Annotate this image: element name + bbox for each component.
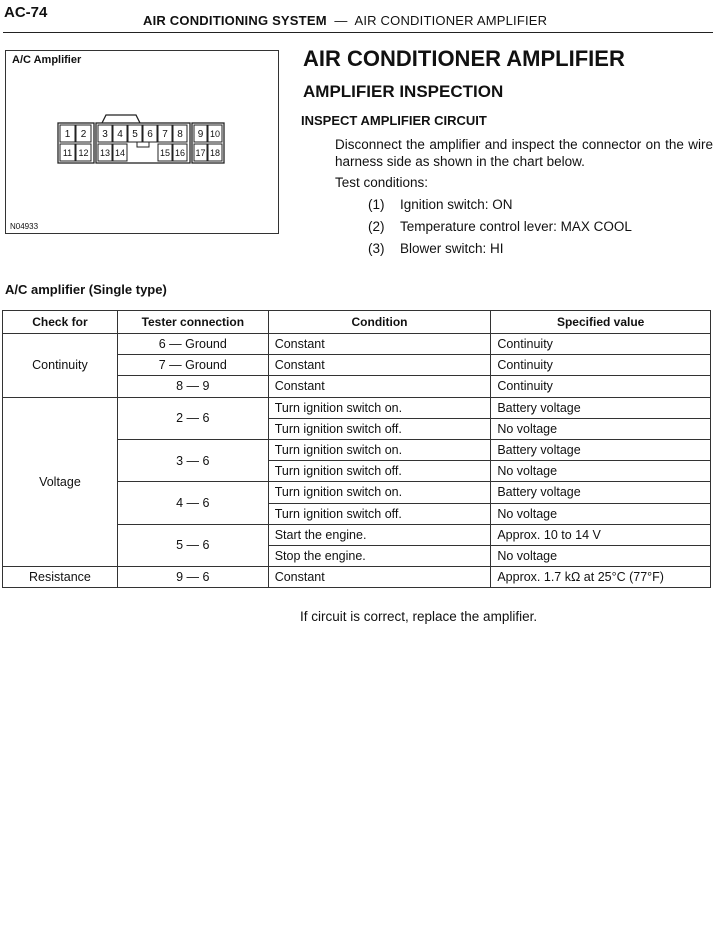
value-cell: Approx. 1.7 kΩ at 25°C (77°F) <box>491 567 711 588</box>
value-cell: No voltage <box>491 545 711 566</box>
header-subsection: AIR CONDITIONER AMPLIFIER <box>354 13 548 28</box>
connector-diagram <box>5 50 279 234</box>
condition-item <box>368 219 632 241</box>
instruction-text: Disconnect the amplifier and inspect the connector on the wire harness side as shown in the chart below. <box>335 137 713 169</box>
condition-cell: Turn ignition switch on. <box>268 439 491 460</box>
pin-5: 5 <box>132 129 138 140</box>
condition-number: (2) <box>368 219 385 234</box>
value-cell: Continuity <box>491 334 711 355</box>
tester-cell: 2 — 6 <box>117 397 268 439</box>
tester-cell: 7 — Ground <box>117 355 268 376</box>
header-specified-value: Specified value <box>491 311 711 334</box>
page-number: AC-74 <box>4 4 48 21</box>
condition-cell: Turn ignition switch off. <box>268 503 491 524</box>
condition-cell: Turn ignition switch off. <box>268 461 491 482</box>
header-separator: — <box>334 13 348 28</box>
test-conditions-list <box>368 197 632 263</box>
check-resistance: Resistance <box>3 567 118 588</box>
pin-7: 7 <box>162 129 168 140</box>
value-cell: Continuity <box>491 376 711 397</box>
check-continuity: Continuity <box>3 334 118 398</box>
tester-cell: 5 — 6 <box>117 524 268 566</box>
test-conditions-label: Test conditions: <box>335 175 429 190</box>
step-title: INSPECT AMPLIFIER CIRCUIT <box>301 113 487 128</box>
figure-code: N04933 <box>10 222 39 231</box>
pin-13: 13 <box>99 148 111 158</box>
pin-16: 16 <box>174 148 186 158</box>
value-cell: Battery voltage <box>491 397 711 418</box>
page-subtitle: AMPLIFIER INSPECTION <box>303 82 504 101</box>
condition-text: Temperature control lever: MAX COOL <box>400 219 632 234</box>
header-rule <box>3 32 713 33</box>
pin-6: 6 <box>147 129 153 140</box>
page-title: AIR CONDITIONER AMPLIFIER <box>303 46 625 71</box>
condition-item <box>368 241 632 263</box>
header-section: AIR CONDITIONING SYSTEM <box>143 13 327 28</box>
pin-1: 1 <box>64 129 71 140</box>
condition-cell: Turn ignition switch off. <box>268 418 491 439</box>
footer-note: If circuit is correct, replace the amplifier. <box>300 609 538 624</box>
running-header <box>143 13 547 28</box>
condition-cell: Turn ignition switch on. <box>268 397 491 418</box>
condition-cell: Constant <box>268 567 491 588</box>
pin-2: 2 <box>80 129 87 140</box>
pin-3: 3 <box>102 129 108 140</box>
tester-cell: 6 — Ground <box>117 334 268 355</box>
pin-10: 10 <box>209 129 221 139</box>
value-cell: No voltage <box>491 461 711 482</box>
condition-cell: Start the engine. <box>268 524 491 545</box>
tester-cell: 9 — 6 <box>117 567 268 588</box>
tester-cell: 8 — 9 <box>117 376 268 397</box>
pin-14: 14 <box>114 148 126 158</box>
pin-9: 9 <box>197 129 204 140</box>
condition-item <box>368 197 632 219</box>
value-cell: Battery voltage <box>491 482 711 503</box>
condition-cell: Constant <box>268 334 491 355</box>
value-cell: No voltage <box>491 503 711 524</box>
value-cell: No voltage <box>491 418 711 439</box>
header-condition: Condition <box>268 311 491 334</box>
pin-17: 17 <box>195 148 206 158</box>
header-check-for: Check for <box>3 311 118 334</box>
table-row <box>3 397 711 418</box>
table-header-row <box>3 311 711 334</box>
condition-cell: Constant <box>268 376 491 397</box>
condition-number: (3) <box>368 241 385 256</box>
table-caption: A/C amplifier (Single type) <box>5 282 167 297</box>
check-voltage: Voltage <box>3 397 118 567</box>
pin-15: 15 <box>159 148 171 158</box>
condition-number: (1) <box>368 197 385 212</box>
value-cell: Approx. 10 to 14 V <box>491 524 711 545</box>
condition-cell: Turn ignition switch on. <box>268 482 491 503</box>
table-row <box>3 334 711 355</box>
value-cell: Continuity <box>491 355 711 376</box>
pin-4: 4 <box>117 129 123 140</box>
connector-illustration <box>16 107 221 197</box>
condition-text: Blower switch: HI <box>400 241 504 256</box>
specification-table <box>2 310 711 588</box>
diagram-label: A/C Amplifier <box>12 54 82 66</box>
tester-cell: 3 — 6 <box>117 439 268 481</box>
value-cell: Battery voltage <box>491 439 711 460</box>
pin-11: 11 <box>62 148 73 158</box>
header-tester-connection: Tester connection <box>117 311 268 334</box>
tester-cell: 4 — 6 <box>117 482 268 524</box>
connector-latch <box>102 115 140 123</box>
condition-cell: Stop the engine. <box>268 545 491 566</box>
pin-12: 12 <box>78 148 89 158</box>
table-row <box>3 567 711 588</box>
pin-8: 8 <box>177 129 183 140</box>
condition-cell: Constant <box>268 355 491 376</box>
condition-text: Ignition switch: ON <box>400 197 513 212</box>
pin-18: 18 <box>209 148 221 158</box>
